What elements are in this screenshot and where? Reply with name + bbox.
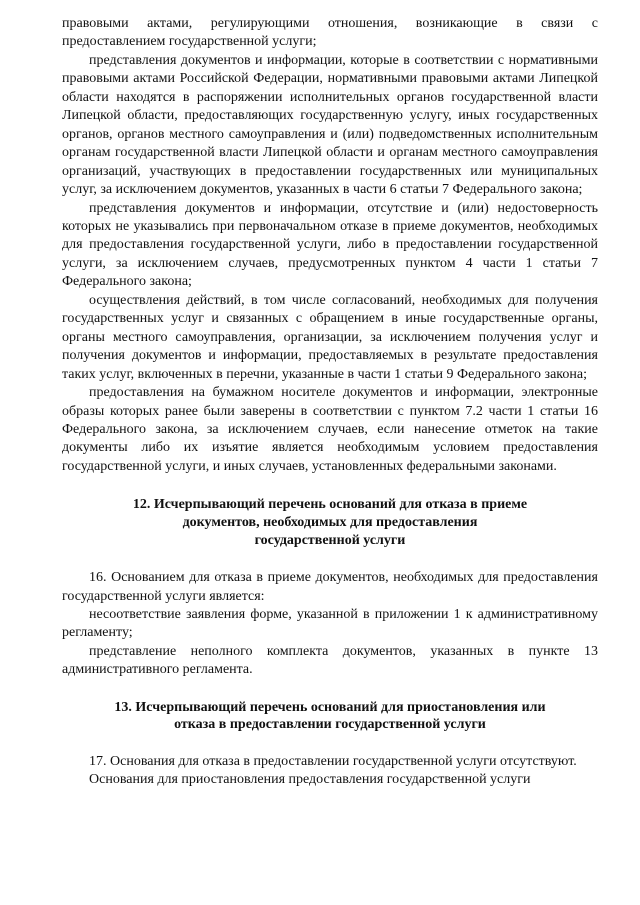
heading-line: 13. Исчерпывающий перечень оснований для приостановления или [114, 699, 546, 715]
section-13-heading [62, 699, 598, 734]
paragraph: 16. Основанием для отказа в приеме документов, необходимых для предоставления государственной услуги является: [62, 570, 598, 604]
paragraph: представления документов и информации, которые в соответствии с нормативными правовыми актами Российской Федерации, нормативными правовыми актами Липецкой области находятся в распоряжении исполнительных органов государственной власти Липецкой области, предоставляющих государственную услугу, иных государственных органов, органов местного самоуправления и (или) подведомственных исполнительным органам государственной власти Липецкой области и органам местного самоуправления организаций, участвующих в предоставлении государственных или муниципальных услуг, за исключением документов, указанных в части 6 статьи 7 Федерального закона; [62, 52, 598, 198]
document-page [62, 15, 598, 790]
heading-line: отказа в предоставлении государственной услуги [174, 717, 486, 733]
paragraph: Основания для приостановления предоставления государственной услуги [89, 772, 531, 788]
heading-line: 12. Исчерпывающий перечень оснований для отказа в приеме [132, 497, 528, 513]
paragraph: несоответствие заявления форме, указанной в приложении 1 к административному регламенту; [62, 607, 598, 641]
paragraph: осуществления действий, в том числе согласований, необходимых для получения государственных услуг и связанных с обращением в иные государственные органы, органы местного самоуправления, организации, за исключением получения услуг и получения документов и информации, предоставляемых в результате предоставления таких услуг, включенных в перечни, указанные в части 1 статьи 9 Федерального закона; [62, 292, 598, 382]
section-12-heading [62, 496, 598, 549]
heading-line: государственной услуги [254, 532, 406, 548]
paragraph: 17. Основания для отказа в предоставлении государственной услуги отсутствуют. [89, 754, 577, 770]
paragraph: правовыми актами, регулирующими отношения, возникающие в связи с предоставлением государственной услуги; [62, 16, 598, 50]
heading-line: документов, необходимых для предоставления [182, 514, 478, 530]
paragraph: представление неполного комплекта документов, указанных в пункте 13 административного регламента. [62, 643, 598, 678]
paragraph: предоставления на бумажном носителе документов и информации, электронные образы которых ранее были заверены в соответствии с пунктом 7.2 части 1 статьи 16 Федерального закона, за исключением случаев, если нанесение отметок на такие документы либо их изъятие является необходимым условием предоставления государственной услуги, и иных случаев, установленных федеральными законами. [62, 385, 598, 474]
paragraph: представления документов и информации, отсутствие и (или) недостоверность которых не указывались при первоначальном отказе в приеме документов, необходимых для предоставления государственной услуги, либо в предоставлении государственной услуги, за исключением случаев, предусмотренных пунктом 4 части 1 статьи 7 Федерального закона; [62, 200, 598, 290]
